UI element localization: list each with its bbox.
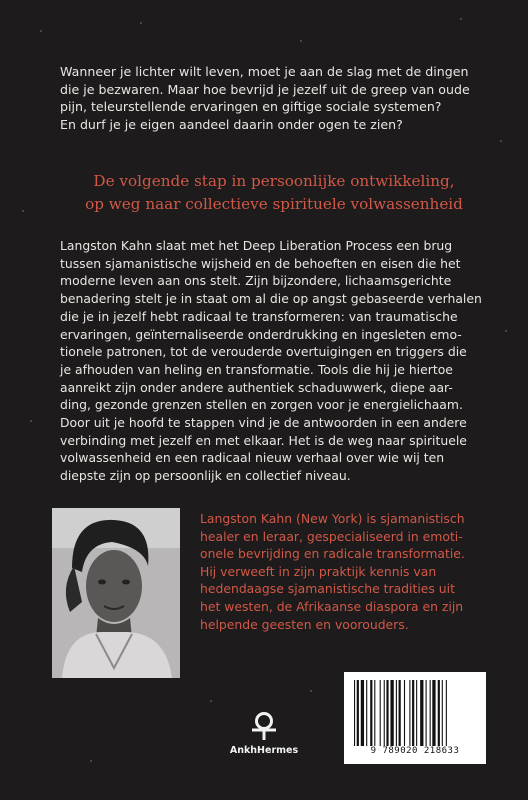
bio-line: hedendaagse sjamanistische tradities uit: [200, 581, 455, 597]
headline-line: op weg naar collectieve spirituele volwassenheid: [85, 195, 463, 213]
description-paragraph: [60, 237, 480, 485]
bio-line: het westen, de Afrikaanse diaspora en zijn: [200, 598, 464, 614]
intro-paragraph: [60, 63, 480, 133]
body-line: moderne leven aan ons stelt. Zijn bijzondere, lichaamsgerichte: [60, 273, 452, 289]
body-line: ding, gezonde grenzen stellen en zorgen voor je energielichaam.: [60, 397, 463, 413]
body-line: diepste zijn op persoonlijk en collectief niveau.: [60, 468, 351, 484]
isbn-number: 9 789020 218633: [370, 746, 460, 756]
body-line: Door uit je hoofd te stappen vind je de antwoorden in een andere: [60, 415, 467, 431]
barcode: [344, 672, 486, 764]
intro-line: die je bezwaren. Maar hoe bevrijd je jezelf uit de greep van oude: [60, 81, 470, 97]
headline: [64, 170, 484, 216]
body-line: aanreikt zijn onder andere authentiek schaduwwerk, diepe aar-: [60, 379, 453, 395]
bio-line: Langston Kahn (New York) is sjamanistisch: [200, 511, 465, 526]
headline-line: De volgende stap in persoonlijke ontwikkeling,: [93, 172, 455, 190]
intro-line: pijn, teleurstellende ervaringen en giftige sociale systemen?: [60, 99, 442, 115]
author-bio: [200, 510, 500, 633]
publisher-name: AnkhHermes: [229, 745, 299, 756]
body-line: die je in jezelf hebt radicaal te transformeren: van traumatische: [60, 308, 458, 324]
bio-line: healer en leraar, gespecialiseerd in emoti-: [200, 528, 463, 544]
body-line: je afhouden van heling en transformatie. Tools die hij je hiertoe: [60, 361, 453, 377]
barcode-icon: [352, 680, 478, 746]
bio-line: helpende geesten en voorouders.: [200, 616, 409, 632]
publisher-logo-icon: [246, 712, 282, 740]
body-line: verbinding met jezelf en met elkaar. Het is de weg naar spirituele: [60, 432, 467, 448]
body-line: tionele patronen, tot de verouderde overtuigingen en triggers die: [60, 344, 467, 360]
bio-line: onele bevrijding en radicale transformatie.: [200, 546, 465, 562]
author-photo: [52, 508, 180, 678]
intro-line: Wanneer je lichter wilt leven, moet je aan de slag met de dingen: [60, 64, 469, 79]
body-line: ervaringen, geïnternaliseerde onderdrukking en ingesleten emo-: [60, 326, 462, 342]
body-line: volwassenheid en een radicaal nieuw verhaal over wie wij ten: [60, 450, 445, 466]
body-line: tussen sjamanistische wijsheid en de behoeften en eisen die het: [60, 255, 461, 271]
intro-line: En durf je je eigen aandeel daarin onder ogen te zien?: [60, 116, 403, 132]
body-line: Langston Kahn slaat met het Deep Liberation Process een brug: [60, 238, 453, 253]
body-line: benadering stelt je in staat om al die op angst gebaseerde verhalen: [60, 291, 482, 307]
author-portrait-icon: [52, 508, 180, 678]
bio-line: Hij verweeft in zijn praktijk kennis van: [200, 563, 437, 579]
